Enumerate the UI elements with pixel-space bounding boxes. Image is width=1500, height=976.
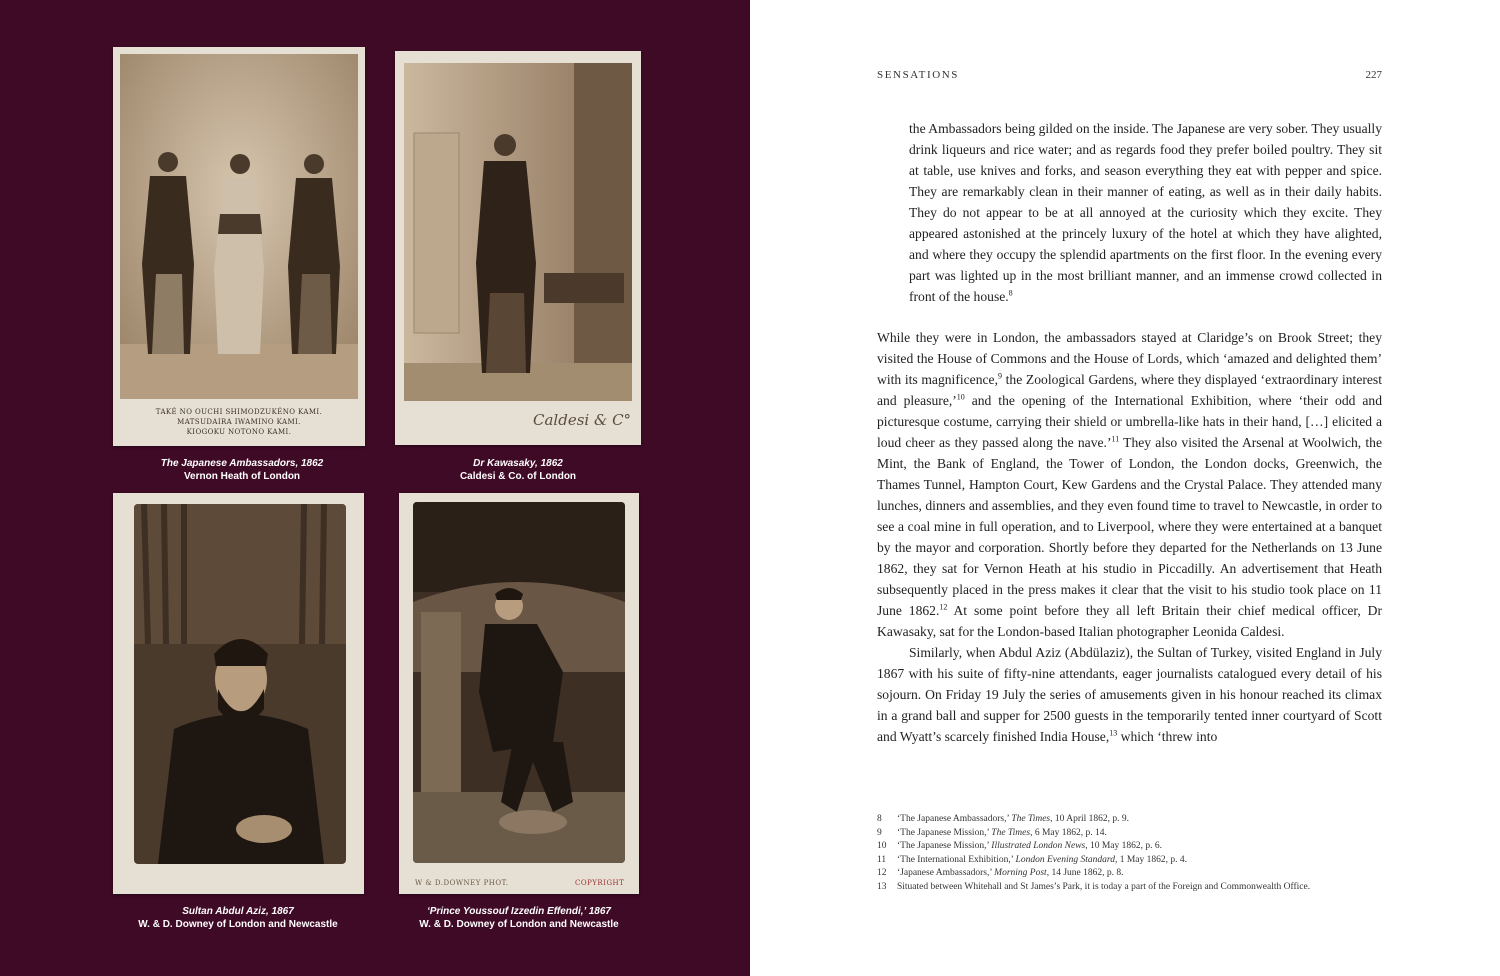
footnote-text [897, 867, 1123, 881]
footnote [877, 854, 1382, 868]
photo-caption-dr-kawasaky [393, 457, 643, 483]
footnote-ref: 10 [956, 392, 965, 402]
block-quote [909, 118, 1382, 307]
footnote-text [897, 881, 1310, 895]
footnote-text-part: ‘The Japanese Mission,’ [897, 827, 992, 838]
footnotes [877, 813, 1382, 894]
photographer-signature: Caldesi & C° [533, 411, 632, 429]
footnote-text-part: ‘The International Exhibition,’ [897, 854, 1016, 865]
footnote-number: 8 [877, 814, 882, 824]
caption-subtitle: W. & D. Downey of London and Newcastle [419, 919, 619, 930]
photo-caption-prince-youssouf [394, 905, 644, 931]
footnote-text [897, 827, 1107, 841]
photo-card-prince-youssouf [399, 493, 639, 894]
quote-text: the Ambassadors being gilded on the inside. The Japanese are very sober. They usually drink liqueurs and rice water; and as regards food they prefer boiled poultry. They sit at table, use knives and forks, and season everything they eat with pepper and spice. They are remarkably clean in their manner of eating, as well as in their daily habits. They do not appear to be at all annoyed at the curiosity which they excite. They appeared astonished at the princely luxury of the hotel at which they have alighted, and where they occupy the splendid apartments on the first floor. In the evening every part was lighted up in the most brilliant manner, and an immense crowd collected in front of the house. [909, 121, 1382, 304]
photo-dr-kawasaky [404, 63, 632, 401]
body-text-span: and the opening of the International Exhibition, where ‘their odd and picturesque costume, carrying their shield or umbrella-like hats in their hand, […] elicited a loud cheer as they passed along the nave.’ [877, 393, 1382, 450]
quote-paragraph [909, 118, 1382, 307]
card-inscription-line: TAKÉ NO OUCHI SHIMODZUKÉNO KAMI. [155, 408, 323, 416]
page-number: 227 [1365, 69, 1382, 81]
footnote-number: 10 [877, 841, 887, 851]
footnote-text [897, 813, 1129, 827]
card-footer-photographer: W & D.DOWNEY PHOT. [415, 879, 509, 887]
footnote-text-part: ‘Japanese Ambassadors,’ [897, 868, 995, 878]
caption-subtitle: Caldesi & Co. of London [459, 471, 577, 482]
card-inscription-line: MATSUDAIRA IWAMINO KAMI. [177, 418, 301, 426]
card-inscription [113, 407, 365, 437]
body-text-span: the Zoological Gardens, where they displayed ‘extraordinary interest and pleasure,’ [877, 372, 1382, 408]
footnote-source: Illustrated London News [991, 841, 1086, 851]
footnote [877, 881, 1382, 895]
body-text [877, 327, 1382, 747]
footnote-ref: 11 [1111, 434, 1120, 444]
card-inscription-line: KIOGOKU NOTONO KAMI. [186, 428, 292, 436]
caption-title: Sultan Abdul Aziz, 1867 [182, 906, 294, 917]
footnote-ref: 9 [997, 371, 1002, 381]
footnote-number: 13 [877, 881, 887, 892]
caption-subtitle: Vernon Heath of London [183, 471, 301, 482]
footnote-ref: 12 [939, 602, 948, 612]
photo-japanese-ambassadors [120, 54, 358, 399]
caption-title: Dr Kawasaky, 1862 [473, 458, 563, 469]
footnote-text-part: Situated between Whitehall and St James’s Park, it is today a part of the Foreign and Commonwealth Office. [897, 881, 1311, 892]
body-text-span: which ‘threw into [1117, 729, 1218, 744]
footnote-text-part: , 10 May 1862, p. 6. [1085, 841, 1163, 851]
footnote [877, 867, 1382, 881]
footnote-text-part: ‘The Japanese Mission,’ [897, 841, 992, 851]
caption-title: ‘Prince Youssouf Izzedin Effendi,’ 1867 [427, 906, 611, 917]
card-footer-copyright: COPYRIGHT [575, 879, 625, 887]
footnote-text [897, 854, 1187, 868]
footnote-number: 12 [877, 868, 887, 878]
photo-caption-japanese-ambassadors [117, 457, 367, 483]
body-text-span: They also visited the Arsenal at Woolwich, the Mint, the Bank of England, the Tower of London, the London docks, Greenwich, the Thames Tunnel, Hampton Court, Kew Gardens and the Crystal Palace. They attended many lunches, dinners and assemblies, and they even found time to travel to Newcastle, in order to see a coal mine in full operation, and to Liverpool, where they were entertained at a banquet by the mayor and corporation. Shortly before they departed for the Netherlands on 13 June 1862, they sat for Vernon Heath at his studio in Piccadilly. An advertisement that Heath subsequently placed in the press makes it clear that the visit to his studio took place on 11 June 1862. [877, 435, 1382, 618]
footnote-text-part: , 14 June 1862, p. 8. [1046, 868, 1124, 878]
footnote-text-part: , 10 April 1862, p. 9. [1050, 814, 1130, 824]
footnote [877, 840, 1382, 854]
photo-card-sultan-abdul-aziz [113, 493, 364, 894]
footnote [877, 827, 1382, 841]
footnote-ref: 8 [1008, 288, 1013, 298]
body-text-span: While they were in London, the ambassadors stayed at Claridge’s on Brook Street; they visited the House of Commons and the House of Lords, which ‘amazed and delighted them’ with its magnificence, [877, 330, 1382, 387]
body-paragraph [877, 642, 1382, 747]
footnote-number: 11 [877, 854, 887, 865]
caption-title: The Japanese Ambassadors, 1862 [160, 458, 324, 469]
footnote-text-part: , 1 May 1862, p. 4. [1114, 854, 1187, 865]
footnote-source: The Times [991, 827, 1031, 838]
footnote-text-part: ‘The Japanese Ambassadors,’ [897, 814, 1012, 824]
footnote-number: 9 [877, 827, 882, 838]
footnote-ref: 13 [1109, 728, 1118, 738]
footnote-source: The Times [1011, 814, 1051, 824]
footnote [877, 813, 1382, 827]
photo-prince-youssouf [413, 502, 625, 863]
photo-card-dr-kawasaky [395, 51, 641, 445]
footnote-source: Morning Post [994, 868, 1047, 878]
body-text-span: At some point before they all left Britain their chief medical officer, Dr Kawasaky, sat for the London-based Italian photographer Leonida Caldesi. [877, 603, 1382, 639]
footnote-text-part: , 6 May 1862, p. 14. [1030, 827, 1107, 838]
footnote-text [897, 840, 1162, 854]
body-paragraph [877, 327, 1382, 642]
photo-card-japanese-ambassadors [113, 47, 365, 446]
caption-subtitle: W. & D. Downey of London and Newcastle [138, 919, 338, 930]
footnote-source: London Evening Standard [1015, 854, 1115, 865]
photo-sultan-abdul-aziz [134, 504, 346, 864]
body-text-span: Similarly, when Abdul Aziz (Abdülaziz), the Sultan of Turkey, visited England in July 1867 with his suite of fifty-nine attendants, eager journalists catalogued every detail of his sojourn. On Friday 19 July the series of amusements given in his honour reached its climax in a grand ball and supper for 2500 guests in the temporarily tented inner courtyard of Scott and Wyatt’s scarcely finished India House, [877, 645, 1382, 744]
photo-caption-sultan-abdul-aziz [113, 905, 363, 931]
running-head: SENSATIONS [877, 69, 960, 81]
